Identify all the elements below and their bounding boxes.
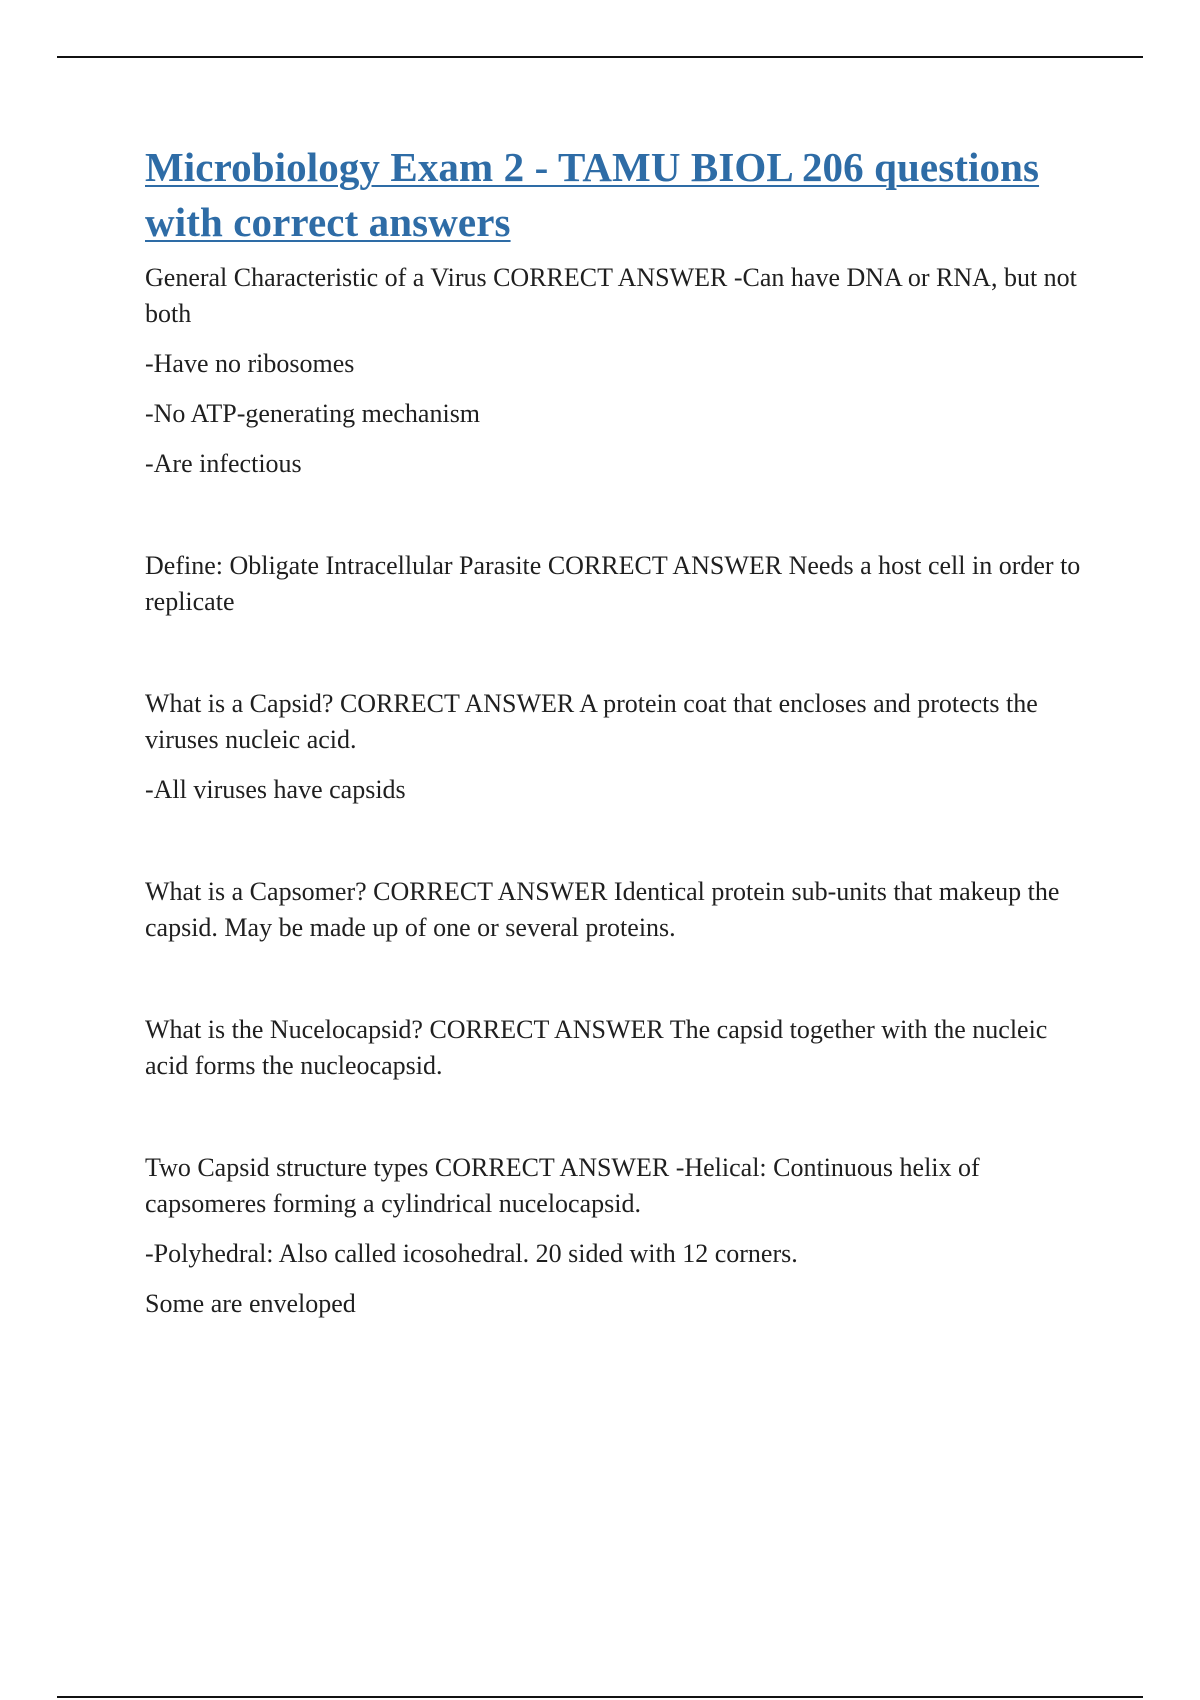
entry-paragraph: -All viruses have capsids (145, 775, 406, 804)
qa-entry-nucleocapsid (145, 1012, 1095, 1084)
document-title: Microbiology Exam 2 - TAMU BIOL 206 questions with correct answers (145, 144, 1040, 245)
entry-paragraph: -Have no ribosomes (145, 349, 355, 378)
qa-entry-capsomer (145, 874, 1095, 946)
bottom-rule (57, 1696, 1143, 1698)
entry-paragraph: What is the Nucelocapsid? CORRECT ANSWER The capsid together with the nucleic acid forms the nucleocapsid. (145, 1015, 1048, 1080)
qa-entry-capsid (145, 686, 1095, 808)
entry-paragraph: -No ATP-generating mechanism (145, 399, 481, 428)
entry-paragraph: -Polyhedral: Also called icosohedral. 20 sided with 12 corners. (145, 1239, 798, 1268)
top-rule (57, 56, 1143, 58)
document-body (145, 140, 1095, 1388)
entry-paragraph: Two Capsid structure types CORRECT ANSWER -Helical: Continuous helix of capsomeres forming a cylindrical nucelocapsid. (145, 1153, 980, 1218)
entry-paragraph: Some are enveloped (145, 1289, 356, 1318)
entry-paragraph: General Characteristic of a Virus CORRECT ANSWER -Can have DNA or RNA, but not both (145, 263, 1077, 328)
entry-paragraph: What is a Capsid? CORRECT ANSWER A protein coat that encloses and protects the viruses nucleic acid. (145, 689, 1038, 754)
qa-entry-virus-characteristics (145, 260, 1095, 482)
entry-paragraph: -Are infectious (145, 449, 302, 478)
qa-entry-obligate-parasite (145, 548, 1095, 620)
qa-entry-capsid-structure-types (145, 1150, 1095, 1322)
entry-paragraph: What is a Capsomer? CORRECT ANSWER Identical protein sub-units that makeup the capsid. May be made up of one or several proteins. (145, 877, 1060, 942)
entry-paragraph: Define: Obligate Intracellular Parasite CORRECT ANSWER Needs a host cell in order to replicate (145, 551, 1081, 616)
